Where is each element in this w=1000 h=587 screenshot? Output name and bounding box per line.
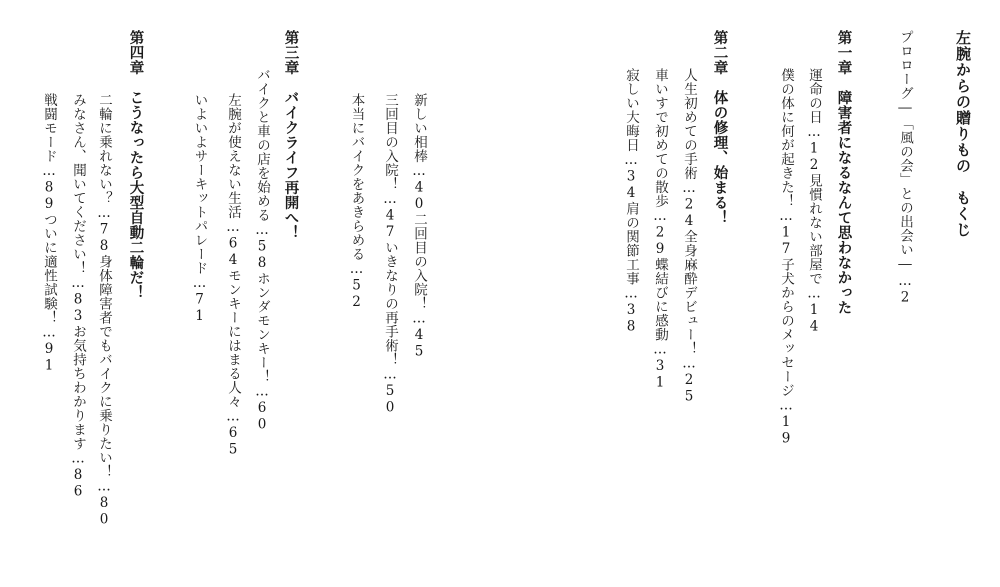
chapter-3-heading: 第三章 バイクライフ再開へ！: [282, 30, 300, 240]
chapter-3-line-2: [378, 93, 402, 416]
chapter-3-line-6: [192, 93, 206, 325]
prologue-label: プロローグ: [897, 30, 913, 100]
prologue-title: ―「風の会」との出会い―: [897, 100, 913, 273]
toc-entry: ついに適性試験！…91: [41, 212, 57, 374]
chapter-3-line-3: [349, 93, 363, 311]
toc-entry: ホンダモンキー！…60: [254, 271, 270, 433]
toc-entry: モンキーにはまる人々…65: [225, 268, 241, 458]
toc-entry: 見慣れない部屋で…14: [806, 173, 822, 335]
chapter-1-line-2: [774, 68, 798, 447]
chapter-4-heading: 第四章 こうなったら大型自動二輪だ！: [127, 30, 145, 300]
chapter-3-line-4: [250, 68, 274, 433]
toc-entry: 二回目の入院！…45: [411, 212, 427, 360]
chapter-2-line-1: [677, 68, 701, 405]
toc-entry: お気持ちわかります…86: [70, 324, 86, 500]
chapter-4-line-1: [95, 93, 113, 528]
toc-entry: 左腕が使えない生活…64: [225, 93, 241, 269]
toc-entry: 三回目の入院！…47: [382, 93, 398, 241]
chapter-2-line-3: [619, 68, 643, 335]
chapter-1-heading: 第一章 障害者になるなんて思わなかった: [835, 30, 853, 315]
chapter-4-line-3: [37, 93, 61, 374]
toc-entry: 人生初めての手術…24: [681, 68, 697, 230]
toc-entry: 蝶結びに感動…31: [652, 257, 668, 391]
prologue-entry: [895, 30, 915, 306]
toc-entry: 僕の体に何が起きた！…17: [778, 68, 794, 258]
toc-entry: 寂しい大晦日…34: [623, 68, 639, 202]
toc-entry: 肩の関節工事…38: [623, 201, 639, 335]
toc-entry: いよいよサーキットパレード…71: [191, 93, 208, 325]
toc-entry: 二輪に乗れない？…78: [96, 93, 112, 255]
book-title: 左腕からの贈りもの もくじ: [954, 30, 972, 238]
chapter-3-line-1: [407, 93, 431, 360]
toc-entry: みなさん、聞いてください！…83: [70, 93, 86, 325]
toc-entry: 新しい相棒…40: [411, 93, 427, 213]
chapter-1-line-1: [802, 68, 826, 335]
toc-entry: 全身麻酔デビュー！…25: [681, 229, 697, 405]
toc-entry: 子犬からのメッセージ…19: [778, 257, 794, 447]
toc-entry: いきなりの再手術！…50: [382, 240, 398, 416]
chapter-4-line-2: [66, 93, 90, 500]
toc-entry: 本当にバイクをあきらめる…52: [348, 93, 365, 311]
chapter-2-heading: 第二章 体の修理、始まる！: [711, 30, 729, 225]
toc-entry: 車いすで初めての散歩…29: [652, 68, 668, 258]
prologue-page: …2: [897, 273, 913, 306]
chapter-2-line-2: [648, 68, 672, 391]
chapter-3-line-5: [221, 93, 245, 458]
toc-entry: バイクと車の店を始める…58: [254, 68, 270, 272]
toc-entry: 運命の日…12: [806, 68, 822, 174]
toc-entry: 戦闘モード…89: [41, 93, 57, 213]
toc-entry: 身体障害者でもバイクに乗りたい！…80: [96, 254, 112, 528]
